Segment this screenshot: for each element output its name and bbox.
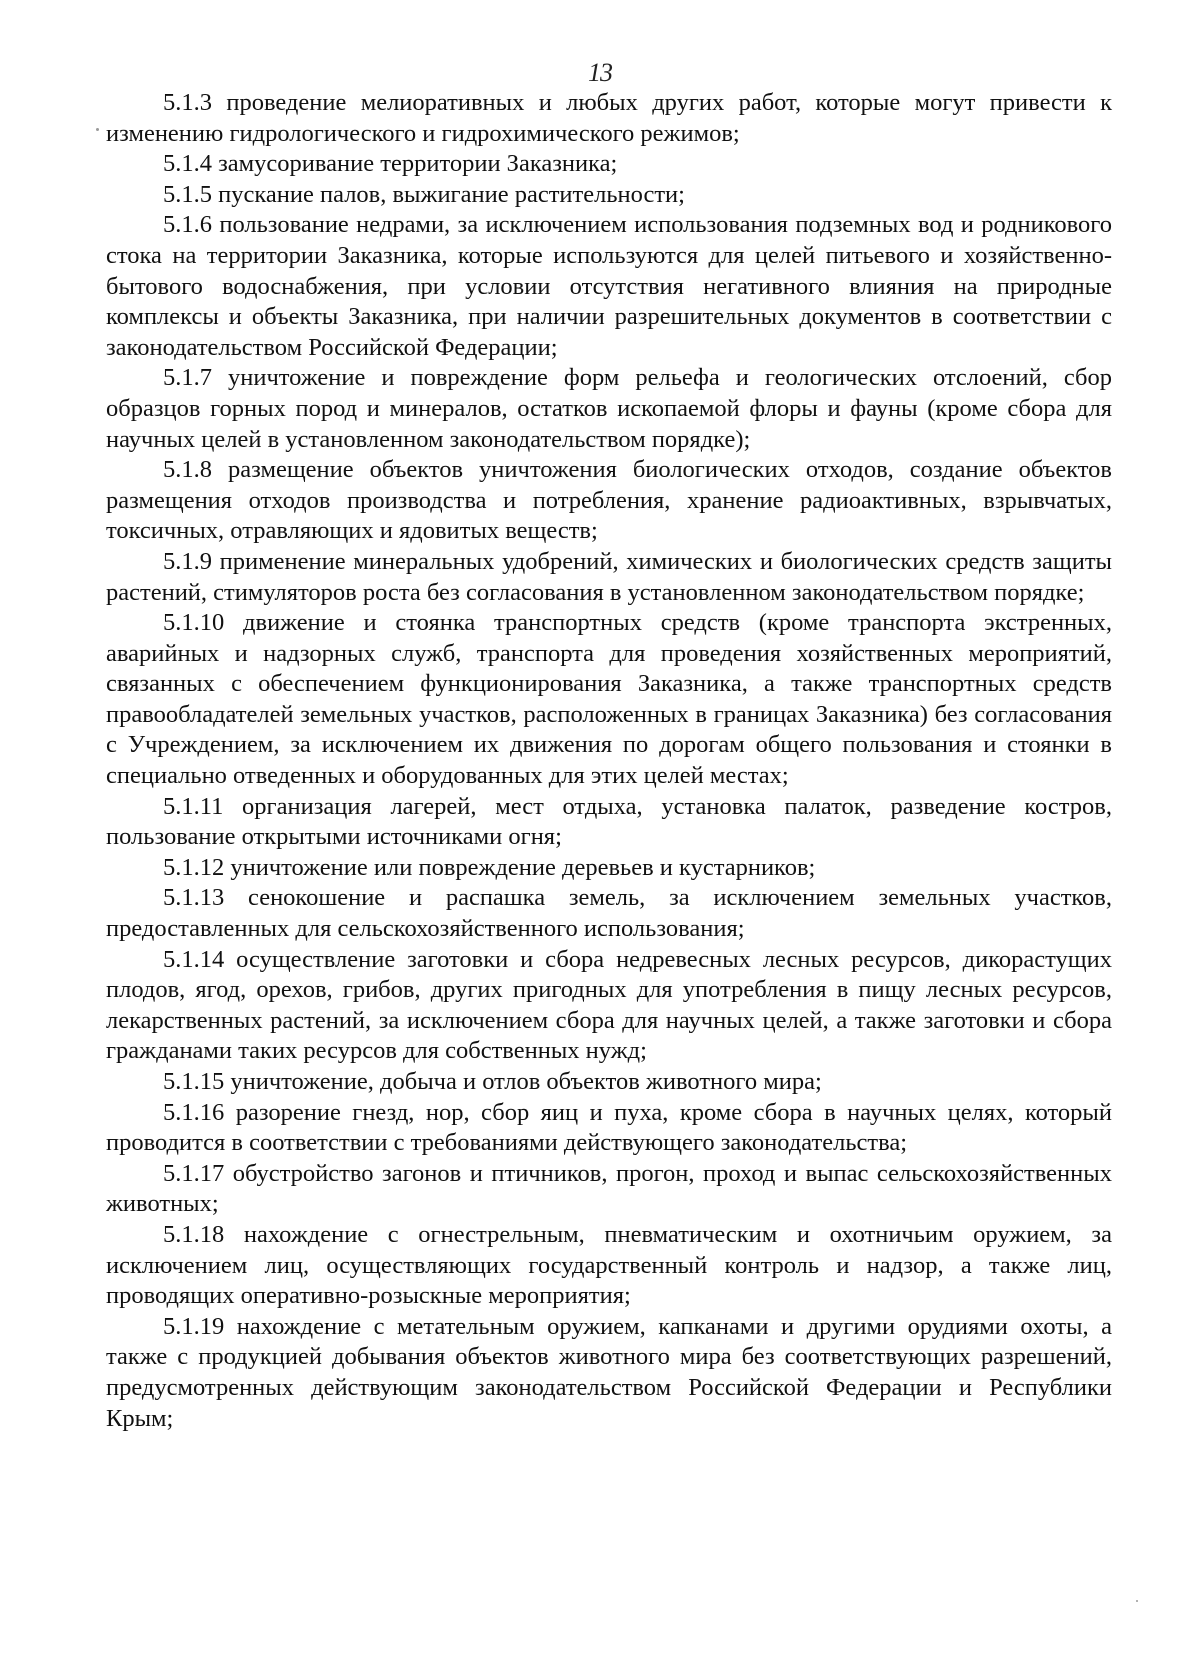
paragraph-5-1-3: 5.1.3 проведение мелиоративных и любых других работ, которые могут привести к изменению гидрологического и гидрохимического режимов; bbox=[106, 89, 1112, 147]
paragraph-5-1-5: 5.1.5 пускание палов, выжигание растительности; bbox=[163, 180, 685, 208]
document-body bbox=[106, 88, 1112, 1434]
paragraph-5-1-19: 5.1.19 нахождение с метательным оружием, капканами и другими орудиями охоты, а также с продукцией добывания объектов животного мира без соответствующих разрешений, предусмотренных действующим законодательством Российской Федерации и Республики Крым; bbox=[106, 1312, 1112, 1432]
paragraph-5-1-13: 5.1.13 сенокошение и распашка земель, за исключением земельных участков, предоставленных для сельскохозяйственного использования; bbox=[106, 884, 1112, 943]
paragraph-5-1-15: 5.1.15 уничтожение, добыча и отлов объектов животного мира; bbox=[163, 1068, 822, 1095]
paragraph-5-1-12: 5.1.12 уничтожение или повреждение деревьев и кустарников; bbox=[163, 853, 816, 881]
scan-speck bbox=[96, 128, 99, 131]
paragraph-5-1-4: 5.1.4 замусоривание территории Заказника; bbox=[163, 150, 618, 178]
paragraph-5-1-16: 5.1.16 разорение гнезд, нор, сбор яиц и пуха, кроме сбора в научных целях, который проводится в соответствии с требованиями действующего законодательства; bbox=[106, 1098, 1112, 1157]
paragraph-5-1-8: 5.1.8 размещение объектов уничтожения биологических отходов, создание объектов размещения отходов производства и потребления, хранение радиоактивных, взрывчатых, токсичных, отравляющих и ядовитых веществ; bbox=[106, 456, 1112, 545]
paragraph-5-1-9: 5.1.9 применение минеральных удобрений, химических и биологических средств защиты растений, стимуляторов роста без согласования в установленном законодательством порядке; bbox=[106, 547, 1112, 606]
paragraph-5-1-14: 5.1.14 осуществление заготовки и сбора недревесных лесных ресурсов, дикорастущих плодов, ягод, орехов, грибов, других пригодных для употребления в пищу лесных ресурсов, лекарственных растений, за исключением сбора для научных целей, а также заготовки и сбора гражданами таких ресурсов для собственных нужд; bbox=[106, 945, 1112, 1065]
paragraph-5-1-11: 5.1.11 организация лагерей, мест отдыха, установка палаток, разведение костров, пользование открытыми источниками огня; bbox=[106, 792, 1112, 851]
paragraph-5-1-10: 5.1.10 движение и стоянка транспортных средств (кроме транспорта экстренных, аварийных и надзорных служб, транспорта для проведения хозяйственных мероприятий, связанных с обеспечением функционирования Заказника, а также транспортных средств правообладателей земельных участков, расположенных в границах Заказника) без согласования с Учреждением, за исключением их движения по дорогам общего пользования и стоянки в специально отведенных и оборудованных для этих целей местах; bbox=[106, 609, 1112, 790]
scan-speck bbox=[1136, 1600, 1138, 1602]
paragraph-5-1-6: 5.1.6 пользование недрами, за исключением использования подземных вод и родникового стока на территории Заказника, которые используются для целей питьевого и хозяйственно-бытового водоснабжения, при условии отсутствия негативного влияния на природные комплексы и объекты Заказника, при наличии разрешительных документов в соответствии с законодательством Российской Федерации; bbox=[106, 211, 1112, 361]
paragraph-5-1-17: 5.1.17 обустройство загонов и птичников, прогон, проход и выпас сельскохозяйственных животных; bbox=[106, 1159, 1112, 1218]
paragraph-5-1-18: 5.1.18 нахождение с огнестрельным, пневматическим и охотничьим оружием, за исключением лиц, осуществляющих государственный контроль и надзор, а также лиц, проводящих оперативно-розыскные мероприятия; bbox=[106, 1220, 1112, 1310]
page-number: 13 bbox=[588, 58, 612, 87]
paragraph-5-1-7: 5.1.7 уничтожение и повреждение форм рельефа и геологических отслоений, сбор образцов горных пород и минералов, остатков ископаемой флоры и фауны (кроме сбора для научных целей в установленном законодательством порядке); bbox=[106, 364, 1112, 453]
